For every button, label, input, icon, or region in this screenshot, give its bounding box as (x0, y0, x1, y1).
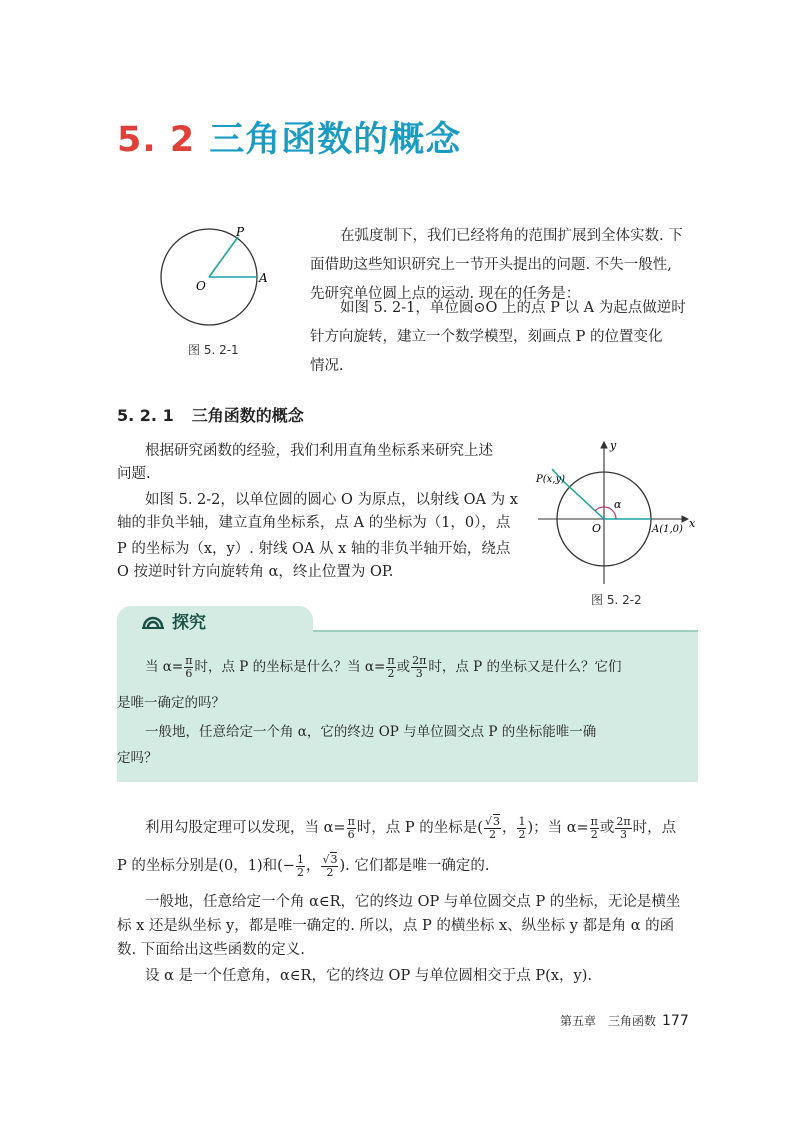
frac-num: π (590, 814, 598, 828)
body1-line-3: 如图 5. 2-2，以单位圆的圆心 O 为原点，以射线 OA 为 x (145, 492, 518, 508)
frac-num: π (387, 654, 395, 667)
body1-line-1: 根据研究函数的经验，我们利用直角坐标系来研究上述 (145, 443, 493, 459)
explore-q1-d: 时，点 P 的坐标又是什么？它们 (428, 659, 622, 675)
frac-den: 2 (488, 827, 496, 841)
body1-line-2: 问题. (117, 466, 151, 482)
body2-l1-a: 利用勾股定理可以发现，当 α= (145, 820, 346, 836)
intro-line-3: 先研究单位圆上点的运动. 现在的任务是： (310, 286, 581, 302)
body1-line-4: 轴的非负半轴，建立直角坐标系，点 A 的坐标为（1，0），点 (117, 515, 511, 531)
intro-line-5: 针方向旋转，建立一个数学模型，刻画点 P 的位置变化 (310, 329, 663, 345)
frac-pi-6 (347, 816, 356, 841)
frac-num: 2π (616, 814, 631, 828)
sqrt-sign: √ (322, 852, 330, 866)
frac-den: 6 (347, 827, 355, 841)
explore-label: 探究 (172, 613, 206, 633)
explore-question-1 (145, 655, 622, 680)
frac-den: 2 (387, 667, 395, 680)
minus-sign: − (282, 858, 295, 874)
fig1-label-o: O (196, 279, 206, 293)
explore-question-2: 一般地，任意给定一个角 α，它的终边 OP 与单位圆交点 P 的坐标能唯一确 (145, 724, 597, 740)
page-footer (560, 1012, 689, 1029)
body2-l2-c: ). 它们都是唯一确定的. (339, 858, 490, 874)
frac-1-2 (296, 854, 305, 879)
explore-q1-b: 时，点 P 的坐标是什么？当 α= (194, 659, 386, 675)
fig2-label-y: y (610, 439, 617, 452)
intro-line-4: 如图 5. 2-1，单位圆⊙O 上的点 P 以 A 为起点做逆时 (340, 300, 686, 316)
explore-question-1-cont: 是唯一确定的吗？ (117, 695, 225, 711)
body2-line-4: 标 x 还是纵坐标 y，都是唯一确定的. 所以，点 P 的横坐标 x、纵坐标 y 都是角 α 的函 (117, 918, 675, 934)
frac-den: 2 (326, 865, 334, 879)
frac-num: 1 (518, 814, 526, 828)
sqrt-arg: 3 (492, 814, 500, 828)
intro-line-1: 在弧度制下，我们已经将角的范围扩展到全体实数. 下 (340, 228, 683, 244)
frac-sqrt3-2 (321, 854, 338, 879)
figure-unit-circle (150, 222, 280, 342)
fig1-label-p: P (236, 225, 245, 239)
frac-num: π (185, 654, 193, 667)
frac-den: 6 (185, 667, 193, 680)
subsection-heading (117, 403, 304, 426)
frac-pi-2 (386, 655, 395, 680)
explore-q1-a: 当 α= (145, 659, 184, 675)
frac-den: 2 (590, 827, 598, 841)
body2-line-2 (117, 852, 489, 881)
frac-sqrt3-2 (484, 816, 501, 841)
frac-den: 3 (620, 827, 628, 841)
frac-den: 2 (296, 865, 304, 879)
body2-l1-c: ， (501, 820, 517, 836)
fig2-label-a: A(1,0) (652, 524, 683, 535)
frac-den: 2 (518, 827, 526, 841)
explore-q1-c: 或 (396, 659, 411, 675)
frac-num (484, 816, 501, 829)
sqrt-arg: 3 (330, 852, 338, 866)
page-number: 177 (662, 1013, 689, 1029)
body2-l2-a: P 的坐标分别是(0，1)和( (117, 858, 283, 874)
frac-pi-6 (184, 655, 193, 680)
intro-line-2: 面借助这些知识研究上一节开头提出的问题. 不失一般性, (310, 257, 672, 273)
frac-den: 3 (415, 667, 423, 680)
fig2-label-o: O (592, 522, 602, 535)
explore-question-2-cont: 定吗？ (117, 750, 158, 766)
body2-l1-b: 时，点 P 的坐标是( (356, 820, 483, 836)
frac-1-2 (517, 816, 526, 841)
fig2-label-alpha: α (614, 498, 622, 511)
fig2-label-x: x (689, 517, 696, 530)
section-title: 三角函数的概念 (209, 120, 462, 160)
frac-2pi-3 (615, 816, 631, 841)
body1-line-6: O 按逆时针方向旋转角 α，终止位置为 OP. (117, 564, 394, 580)
fig2-label-p: P(x,y) (536, 474, 565, 485)
fig1-label-a: A (259, 271, 268, 285)
body2-l1-d: )；当 α= (527, 820, 589, 836)
frac-num: 1 (296, 852, 304, 866)
frac-num (321, 854, 338, 867)
footer-chapter: 第五章 三角函数 (560, 1014, 657, 1028)
frac-num: π (347, 814, 355, 828)
body2-l1-f: 时，点 (632, 820, 677, 836)
section-number: 5. 2 (117, 120, 196, 160)
figure1-caption: 图 5. 2-1 (188, 343, 239, 357)
explore-divider (313, 630, 698, 632)
body2-line-3: 一般地，任意给定一个角 α∈R，它的终边 OP 与单位圆交点 P 的坐标，无论是横坐 (145, 894, 681, 910)
body2-l1-e: 或 (599, 820, 615, 836)
frac-pi-2 (590, 816, 599, 841)
subsection-number: 5. 2. 1 (117, 406, 174, 425)
figure-coordinate-circle (528, 436, 698, 586)
body2-l2-b: ， (305, 858, 321, 874)
frac-num: 2π (412, 654, 427, 667)
explore-icon (142, 610, 164, 630)
page-title (117, 112, 461, 162)
body2-line-6: 设 α 是一个任意角，α∈R，它的终边 OP 与单位圆相交于点 P(x，y). (145, 968, 592, 984)
body2-line-5: 数. 下面给出这些函数的定义. (117, 942, 305, 958)
body2-line-1 (145, 814, 676, 843)
subsection-title: 三角函数的概念 (191, 406, 304, 425)
sqrt-sign: √ (484, 814, 492, 828)
figure2-caption: 图 5. 2-2 (591, 593, 642, 607)
frac-2pi-3 (411, 655, 427, 680)
intro-line-6: 情况. (310, 358, 344, 374)
body1-line-5: P 的坐标为（x，y）. 射线 OA 从 x 轴的非负半轴开始，绕点 (117, 541, 511, 557)
